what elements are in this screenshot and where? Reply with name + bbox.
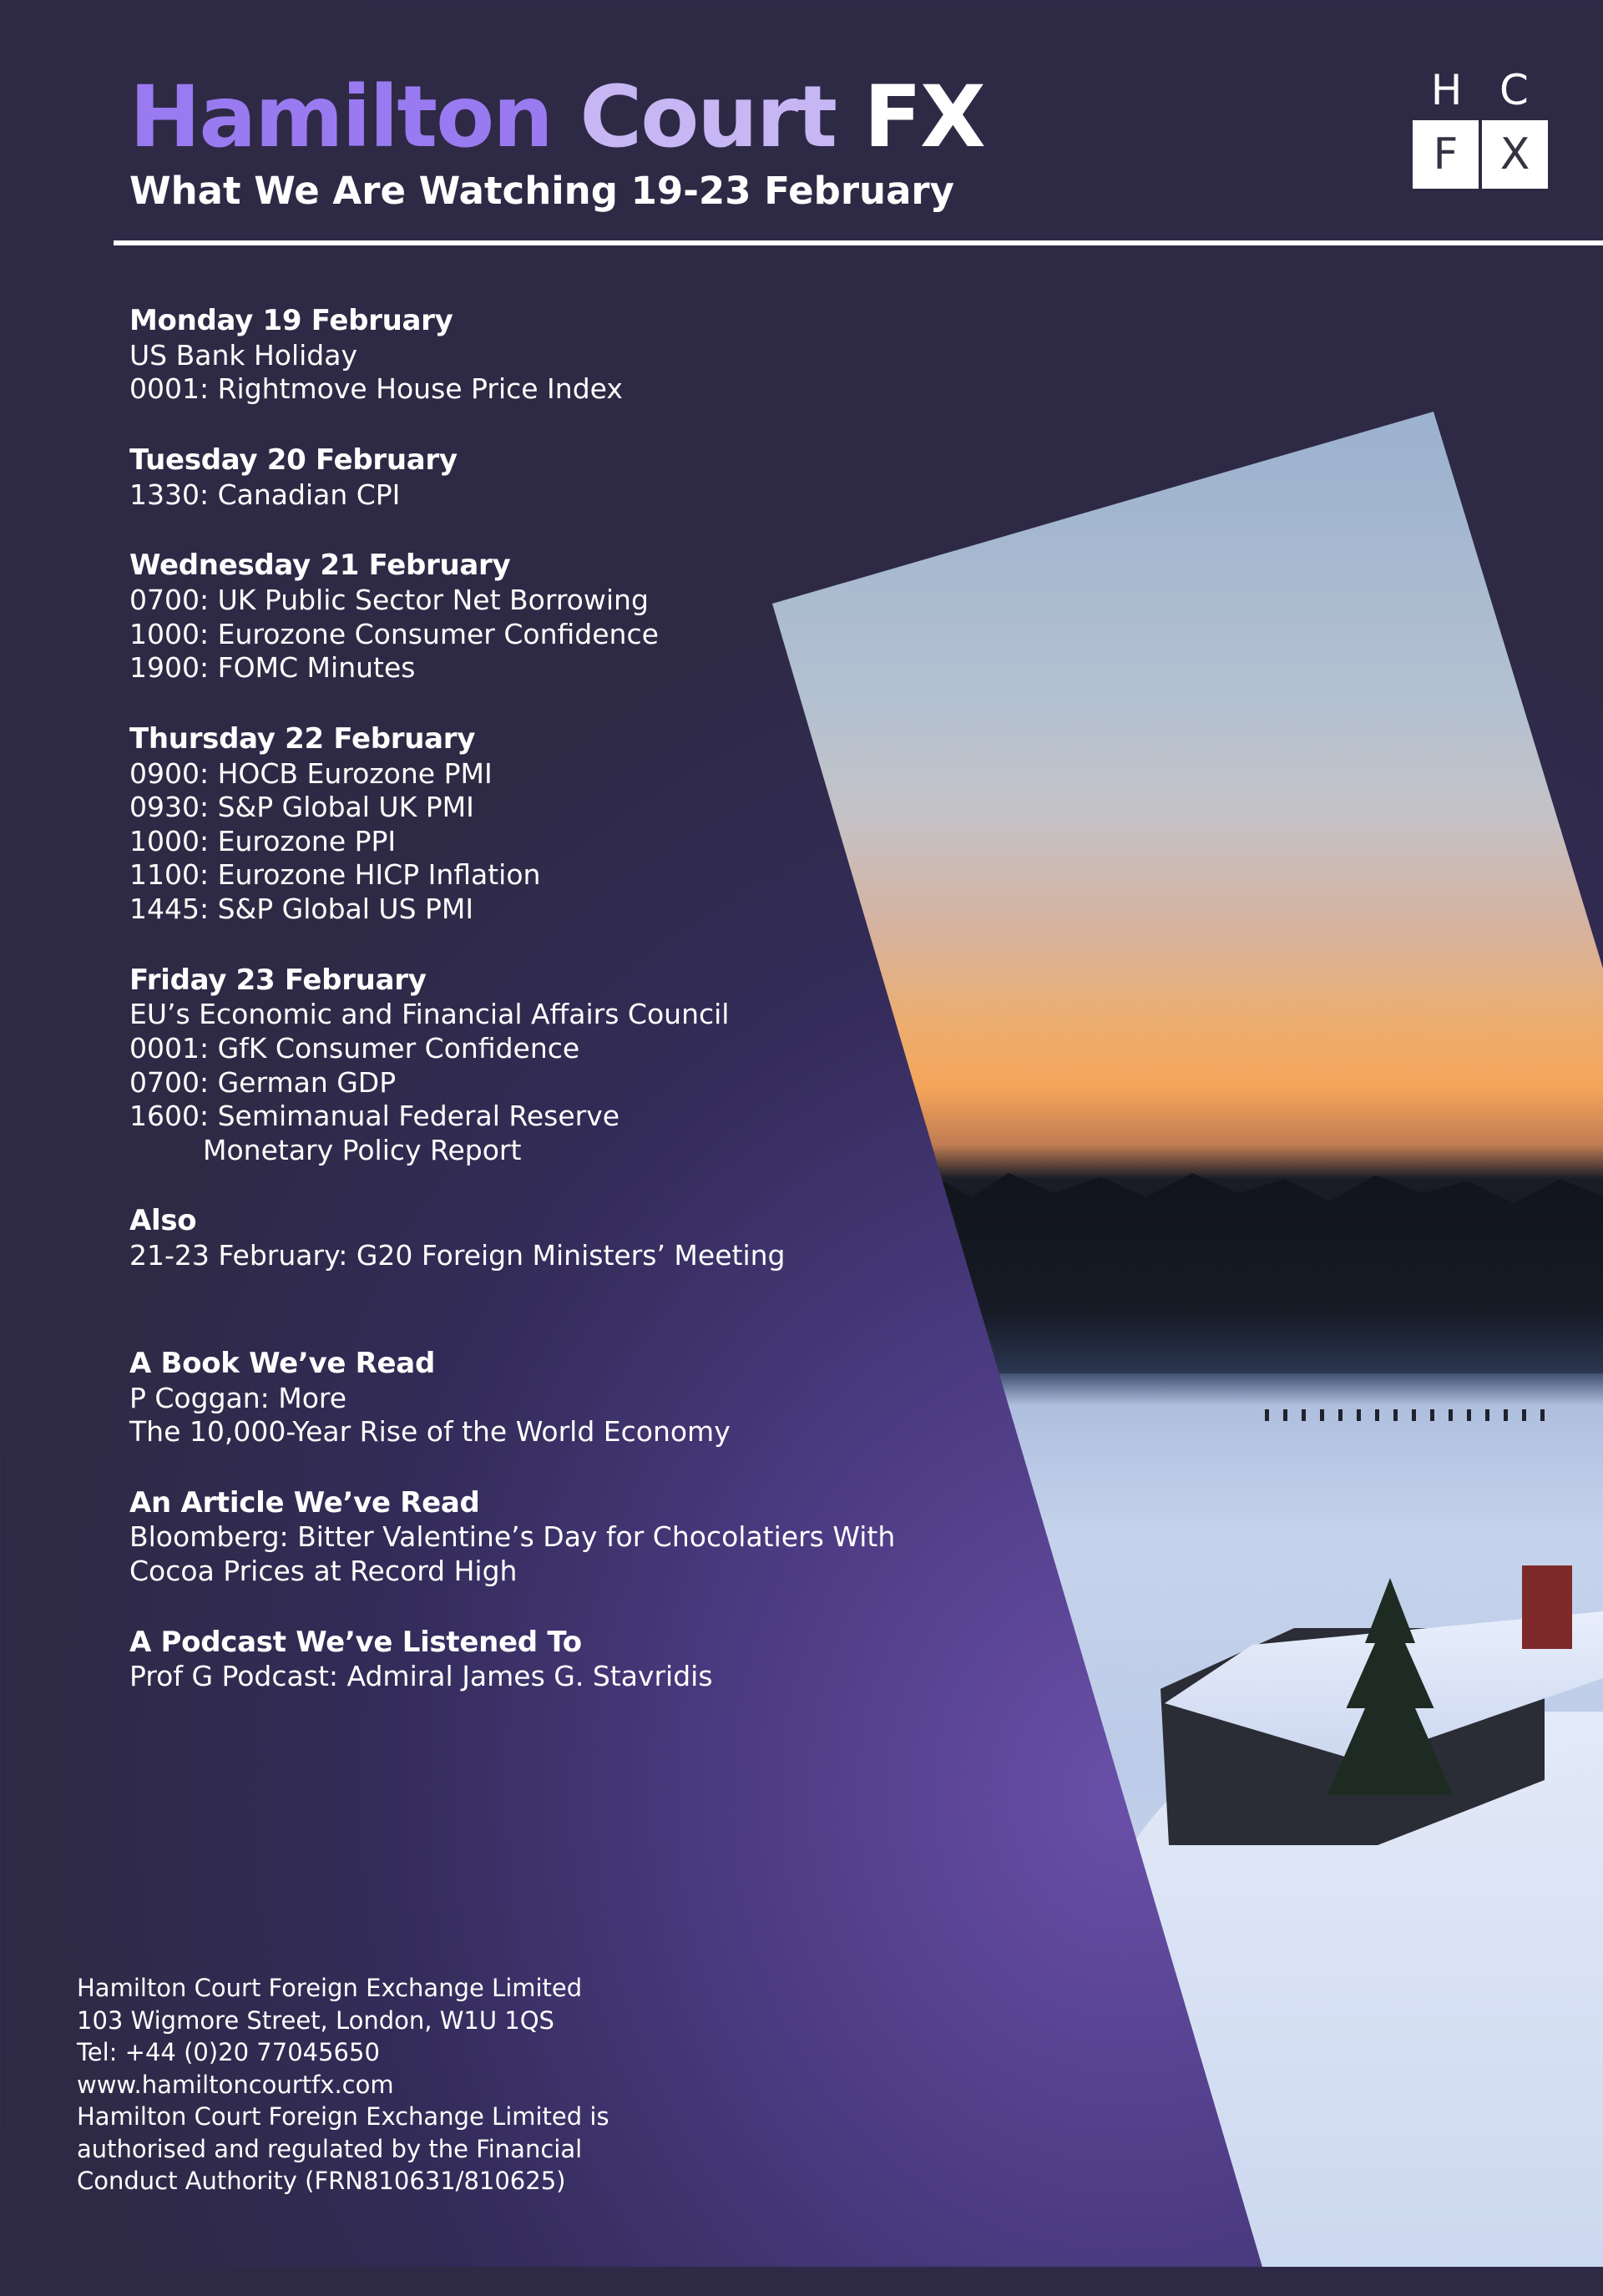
event: 1000: Eurozone PPI [129, 824, 397, 857]
event: 1600: Semimanual Federal Reserve [129, 1100, 620, 1133]
book-line: The 10,000-Year Rise of the World Economy [129, 1415, 731, 1449]
page-subtitle: What We Are Watching 19-23 February [129, 169, 954, 213]
also-item: 21-23 February: G20 Foreign Ministers’ Meeting [129, 1239, 786, 1272]
day-title: Tuesday 20 February [129, 443, 458, 477]
weekly-schedule [129, 304, 964, 1731]
brand-title-part1: Hamilton [129, 68, 552, 167]
also-section [129, 1204, 964, 1272]
recommendations [129, 1347, 964, 1694]
podcast-line: Prof G Podcast: Admiral James G. Stavridis [129, 1660, 713, 1693]
footer-tel: Tel: +44 (0)20 77045650 [77, 2038, 380, 2067]
event: 0001: GfK Consumer Confidence [129, 1032, 580, 1065]
event-continuation: Monetary Policy Report [203, 1133, 522, 1166]
event: US Bank Holiday [129, 338, 358, 372]
book-section [129, 1347, 964, 1449]
hcfx-logo [1413, 65, 1548, 189]
day-monday [129, 304, 964, 407]
article-line: Bloomberg: Bitter Valentine’s Day for Chocolatiers With [129, 1520, 896, 1554]
header-divider [114, 240, 1603, 245]
podcast-section [129, 1626, 964, 1694]
event: 0900: HOCB Eurozone PMI [129, 756, 493, 790]
event: 0700: UK Public Sector Net Borrowing [129, 584, 649, 617]
footer-company: Hamilton Court Foreign Exchange Limited [77, 1974, 583, 2002]
event: 1445: S&P Global US PMI [129, 893, 474, 926]
footer-regulation: Hamilton Court Foreign Exchange Limited is [77, 2102, 609, 2132]
footer-regulation: authorised and regulated by the Financial [77, 2134, 583, 2163]
event: 0700: German GDP [129, 1065, 397, 1099]
event: 0001: Rightmove House Price Index [129, 372, 623, 406]
day-title: Friday 23 February [129, 963, 427, 997]
podcast-title: A Podcast We’ve Listened To [129, 1625, 582, 1659]
footer-website-link[interactable]: www.hamiltoncourtfx.com [77, 2070, 394, 2099]
event: 1100: Eurozone HICP Inflation [129, 858, 541, 892]
day-title: Thursday 22 February [129, 721, 476, 756]
also-title: Also [129, 1204, 197, 1238]
day-friday [129, 963, 964, 1168]
day-title: Monday 19 February [129, 304, 453, 337]
logo-box-f: F [1413, 120, 1479, 189]
day-thursday [129, 722, 964, 927]
day-title: Wednesday 21 February [129, 549, 511, 583]
logo-letter-h: H [1430, 66, 1463, 114]
day-tuesday [129, 443, 964, 512]
event: EU’s Economic and Financial Affairs Council [129, 998, 730, 1031]
event: 1900: FOMC Minutes [129, 651, 416, 685]
book-title: A Book We’ve Read [129, 1346, 435, 1380]
brand-title [129, 68, 984, 166]
footer-regulation: Conduct Authority (FRN810631/810625) [77, 2167, 566, 2196]
event: 1000: Eurozone Consumer Confidence [129, 617, 659, 650]
brand-title-part2: Court [579, 68, 836, 167]
chimney [1522, 1565, 1572, 1649]
logo-box-x: X [1482, 120, 1548, 189]
article-line: Cocoa Prices at Record High [129, 1555, 518, 1588]
event: 1330: Canadian CPI [129, 478, 401, 511]
article-title: An Article We’ve Read [129, 1485, 480, 1520]
day-wednesday [129, 549, 964, 685]
book-line: P Coggan: More [129, 1381, 347, 1414]
company-footer [77, 1972, 609, 2197]
logo-letter-c: C [1499, 66, 1529, 114]
brand-title-part3: FX [863, 68, 984, 167]
people-on-ice [1265, 1409, 1549, 1421]
footer-address: 103 Wigmore Street, London, W1U 1QS [77, 2005, 554, 2035]
article-section [129, 1486, 964, 1589]
event: 0930: S&P Global UK PMI [129, 791, 474, 824]
